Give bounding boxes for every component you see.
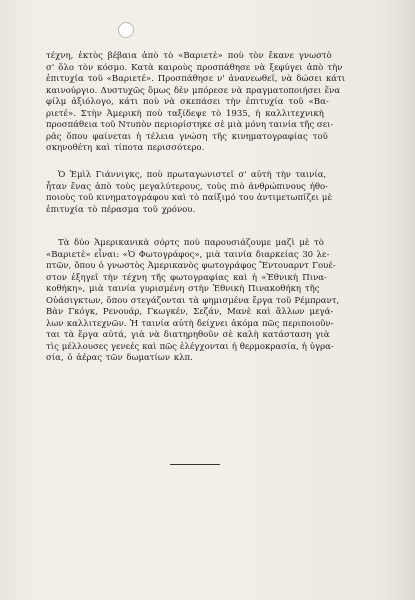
- binder-hole: [118, 22, 134, 38]
- text-line: ται τὰ ἔργα αὐτά, γιὰ νὰ διατηρηθοῦν σὲ καλὴ κατάσταση γιὰ: [46, 330, 330, 340]
- paragraph-1: [46, 51, 378, 155]
- text-line: Βὰν Γκόγκ, Ρενουάρ, Γκωγκέν, Σεζάν, Μανὲ καὶ ἄλλων μεγά-: [46, 307, 334, 317]
- text-line: Τὰ δύο Ἀμερικανικὰ σόρτς ποὺ παρουσιάζουμε μαζὶ μὲ τὸ: [58, 238, 324, 248]
- text-line: Οὐάσιγκτων, ὅπου στεγάζονται τὰ φημισμένα ἔργα τοῦ Ρέμπραντ,: [46, 295, 340, 306]
- text-line: σ' ὅλο τὸν κόσμο. Κατὰ καιροὺς προσπάθησε νὰ ξεφύγει ἀπὸ τὴν: [46, 62, 343, 73]
- text-line: Ὁ Ἐμὶλ Γιάννιγκς, ποὺ πρωταγωνιστεῖ σ' αὐτὴ τὴν ταινία,: [58, 170, 327, 180]
- text-line: σκηνοθέτη καὶ τίποτα περισσότερο.: [46, 143, 205, 153]
- paragraph-3: [46, 238, 378, 365]
- text-line: λων καλλιτεχνῶν. Ἡ ταινία αὐτὴ δείχνει ἀκόμα πῶς περιποιοῦν-: [46, 318, 334, 329]
- text-line: τέχνη, ἐκτὸς βέβαια ἀπὸ τὸ «Βαριετὲ» ποὺ τὸν ἔκανε γνωστὸ: [46, 51, 332, 61]
- text-line: ποιοὺς τοῦ κινηματογράφου καὶ τὸ παίξιμό του ἀντιμετωπίζει μὲ: [46, 193, 333, 203]
- text-line: προσπάθεια τοῦ Ντυπὸν περιορίστηκε σὲ μιὰ μόνη ταινία τῆς σει-: [46, 120, 334, 130]
- text-line: σία, ὁ ἀέρας τῶν δωματίων κλπ.: [46, 353, 193, 363]
- text-line: ἦταν ἕνας ἀπὸ τοὺς μεγαλύτερους, τοὺς πιὸ ἀνθρώπινους ἠθο-: [46, 181, 329, 192]
- text-line: «Βαριετὲ» εἶναι: «Ὁ Φωτογράφος», μιὰ ταινία διαρκείας 30 λε-: [46, 249, 330, 260]
- text-line: ἐπιτυχία τὸ πέρασμα τοῦ χρόνου.: [46, 204, 196, 215]
- text-line: ριετέ». Στὴν Ἀμερικὴ ποὺ ταξίδεψε τὸ 1935, ἡ καλλιτεχνικὴ: [46, 108, 324, 119]
- paragraph-2: [46, 170, 378, 216]
- text-line: πτῶν, ὅπου ὁ γνωστὸς Ἀμερικανὸς φωτογράφος Ἔντουαρντ Γουέ-: [46, 261, 336, 271]
- text-line: καινούργιο. Δυστυχῶς ὅμως δὲν μπόρεσε νὰ πραγματοποιήσει ἕνα: [46, 85, 341, 96]
- text-line: κοθήκη», μιὰ ταινία γυρισμένη στὴν Ἐθνικὴ Πινακοθήκη τῆς: [46, 284, 320, 294]
- text-line: τὶς μέλλουσες γενεές καὶ πῶς ἐλέγχονται ἡ θερμοκρασία, ἡ ὑγρα-: [46, 341, 334, 352]
- text-line: ρᾶς ὅπου φαίνεται ἡ τέλεια γνώση τῆς κινηματογραφίας τοῦ: [46, 131, 328, 142]
- separator-rule: [170, 464, 220, 465]
- text-line: ἐπιτυχία τοῦ «Βαριετέ». Προσπάθησε ν' ἀνανεωθεῖ, νὰ δώσει κάτι: [46, 74, 346, 84]
- text-line: στον ἐξηγεῖ τὴν τέχνη τῆς φωτογραφίας καὶ ἡ «Ἐθνικὴ Πινα-: [46, 272, 327, 283]
- text-line: φίλμ ἀξιόλογο, κάτι ποὺ νὰ σκεπάσει τὴν ἐπιτυχία τοῦ «Βα-: [46, 97, 329, 107]
